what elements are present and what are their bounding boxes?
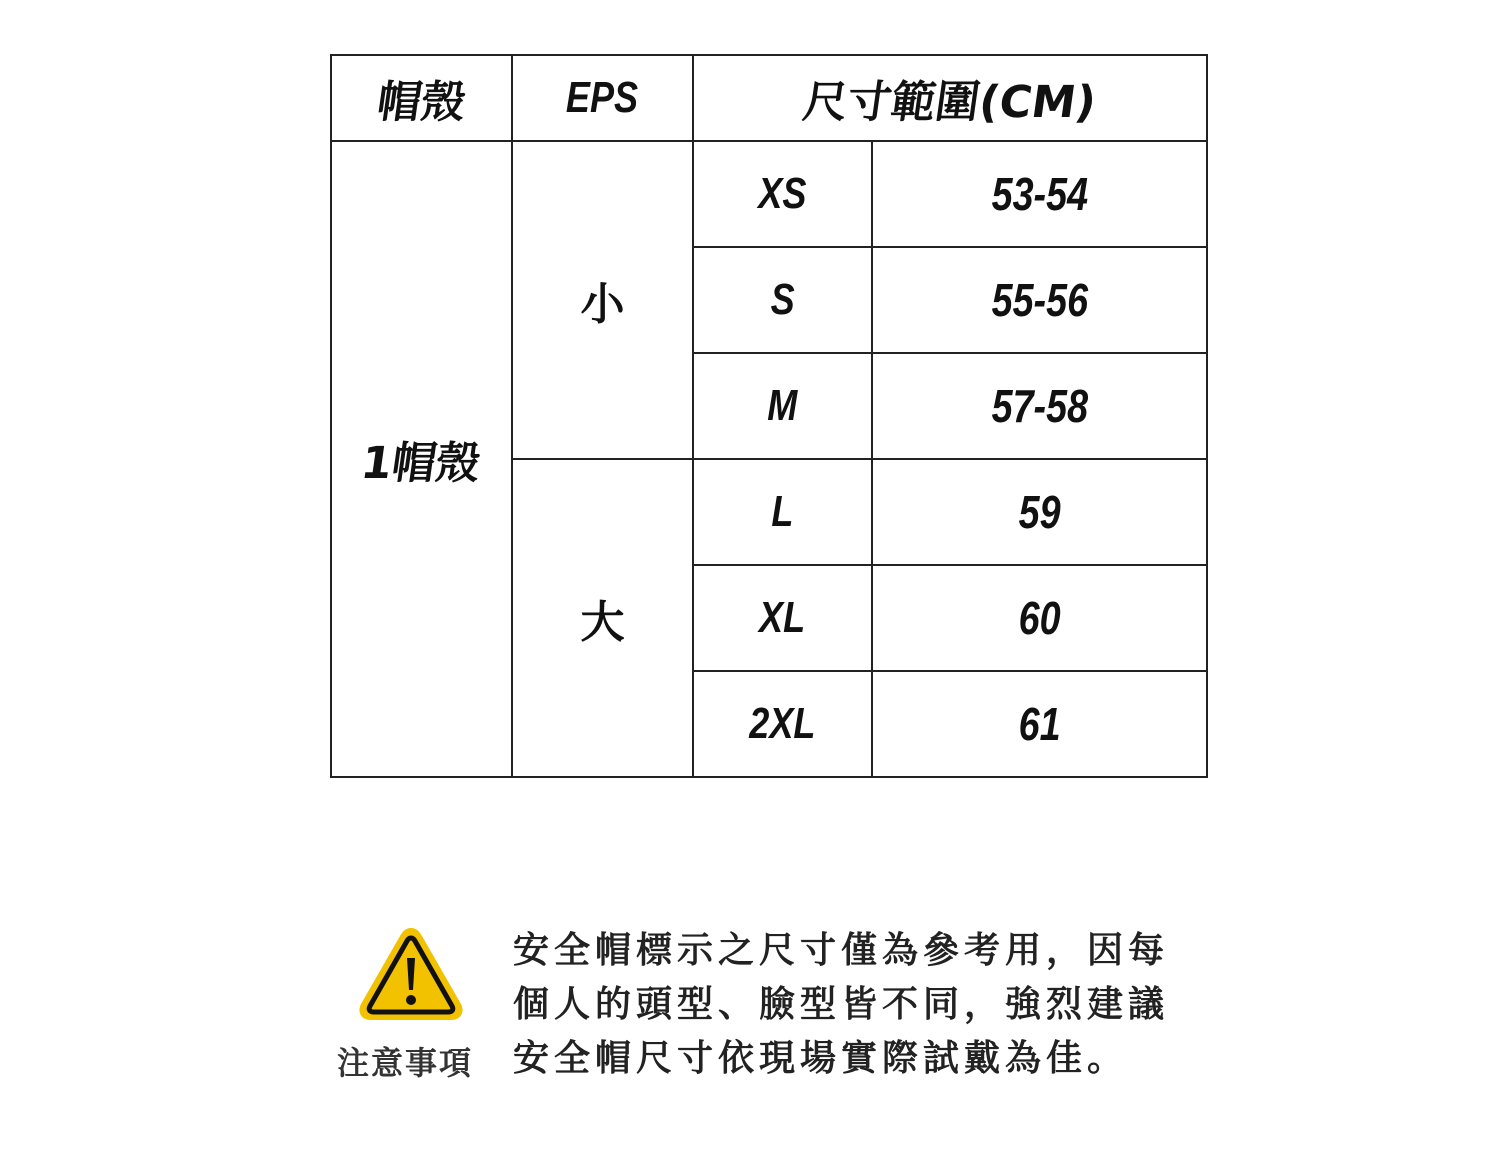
range-cell: 53-54 <box>872 141 1207 247</box>
size-cell: 2XL <box>693 671 872 777</box>
size-cell: S <box>693 247 872 353</box>
size-cell: XL <box>693 565 872 671</box>
header-shell: 帽殼 <box>331 55 512 141</box>
range-cell: 60 <box>872 565 1207 671</box>
range-cell: 57-58 <box>872 353 1207 459</box>
header-size-range: 尺寸範圍(CM) <box>693 55 1207 141</box>
range-cell: 59 <box>872 459 1207 565</box>
size-cell: XS <box>693 141 872 247</box>
notice-line: 安全帽標示之尺寸僅為參考用，因每 <box>513 930 1170 971</box>
notice-line: 安全帽尺寸依現場實際試戴為佳。 <box>513 1038 1129 1079</box>
size-cell: M <box>693 353 872 459</box>
size-chart-table <box>330 54 1208 778</box>
range-cell: 55-56 <box>872 247 1207 353</box>
notice-label: 注意事項 <box>337 1044 474 1082</box>
table-header-row <box>331 55 1207 141</box>
notice-line: 個人的頭型、臉型皆不同，強烈建議 <box>513 984 1170 1025</box>
eps-large-cell: 大 <box>512 459 693 777</box>
table-row <box>331 141 1207 247</box>
notice-section <box>335 920 1215 1090</box>
shell-value-cell: 1帽殼 <box>331 141 512 777</box>
size-cell: L <box>693 459 872 565</box>
header-eps: EPS <box>512 55 693 141</box>
warning-triangle-icon <box>355 924 467 1024</box>
notice-text <box>513 924 1213 1086</box>
eps-small-cell: 小 <box>512 141 693 459</box>
range-cell: 61 <box>872 671 1207 777</box>
